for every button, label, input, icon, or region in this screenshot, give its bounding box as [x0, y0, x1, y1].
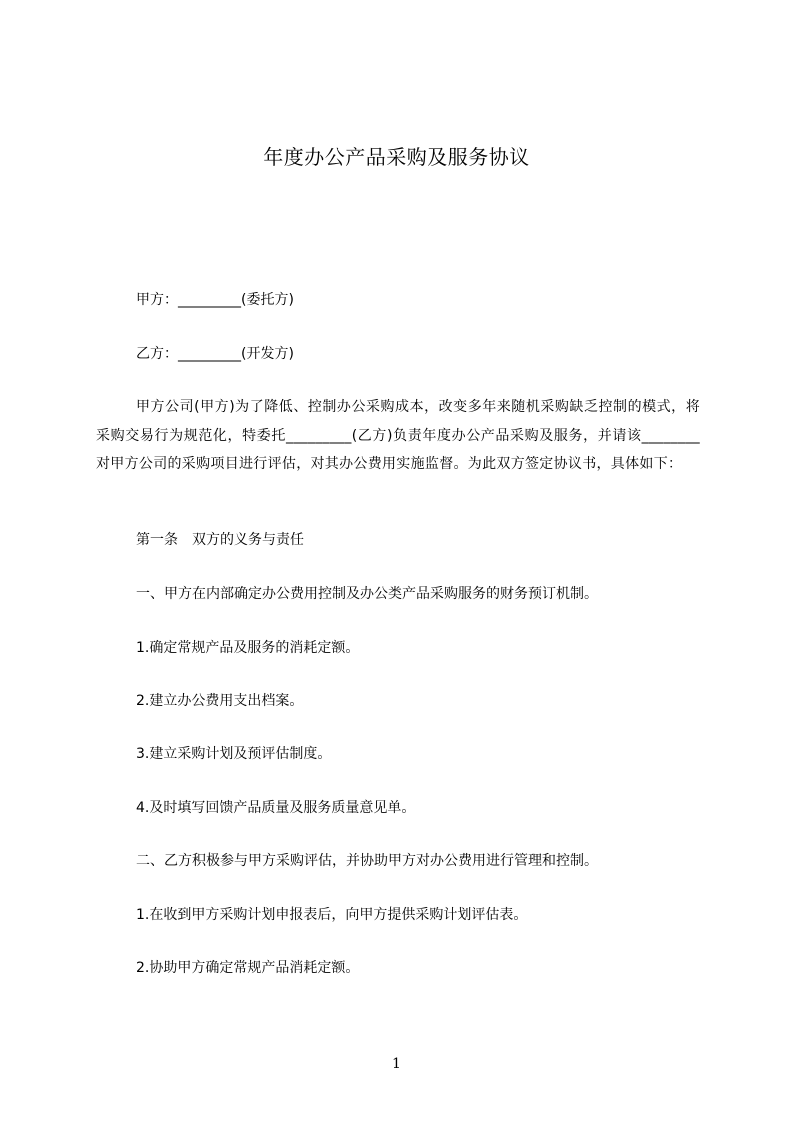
article-1-heading: 第一条 双方的义务与责任 [136, 532, 304, 548]
intro-paragraph: 甲方公司(甲方)为了降低、控制办公采购成本，改变多年来随机采购缺乏控制的模式，将采购交易行为规范化，特委托_________(乙方)负责年度办公产品采购及服务，并请该________对甲方公司的采购项目进行评估，对其办公费用实施监督。为此双方签定协议书，具体如下： [96, 399, 700, 472]
section-2-item-1: 1.在收到甲方采购计划申报表后，向甲方提供采购计划评估表。 [136, 907, 528, 923]
party-a-line: 甲方：_________(委托方) [136, 292, 294, 308]
section-1-item-3: 3.建立采购计划及预评估制度。 [136, 746, 332, 762]
page-number: 1 [392, 1056, 401, 1072]
section-1-item-1: 1.确定常规产品及服务的消耗定额。 [136, 640, 360, 656]
section-2-item-2: 2.协助甲方确定常规产品消耗定额。 [136, 960, 360, 976]
section-1-item-4: 4.及时填写回馈产品质量及服务质量意见单。 [136, 800, 416, 816]
document-title: 年度办公产品采购及服务协议 [263, 145, 530, 169]
section-1-item-2: 2.建立办公费用支出档案。 [136, 693, 304, 709]
party-b-line: 乙方：_________(开发方) [136, 346, 294, 362]
section-1-heading: 一、甲方在内部确定办公费用控制及办公类产品采购服务的财务预订机制。 [136, 586, 598, 602]
section-2-heading: 二、乙方积极参与甲方采购评估，并协助甲方对办公费用进行管理和控制。 [136, 853, 598, 869]
